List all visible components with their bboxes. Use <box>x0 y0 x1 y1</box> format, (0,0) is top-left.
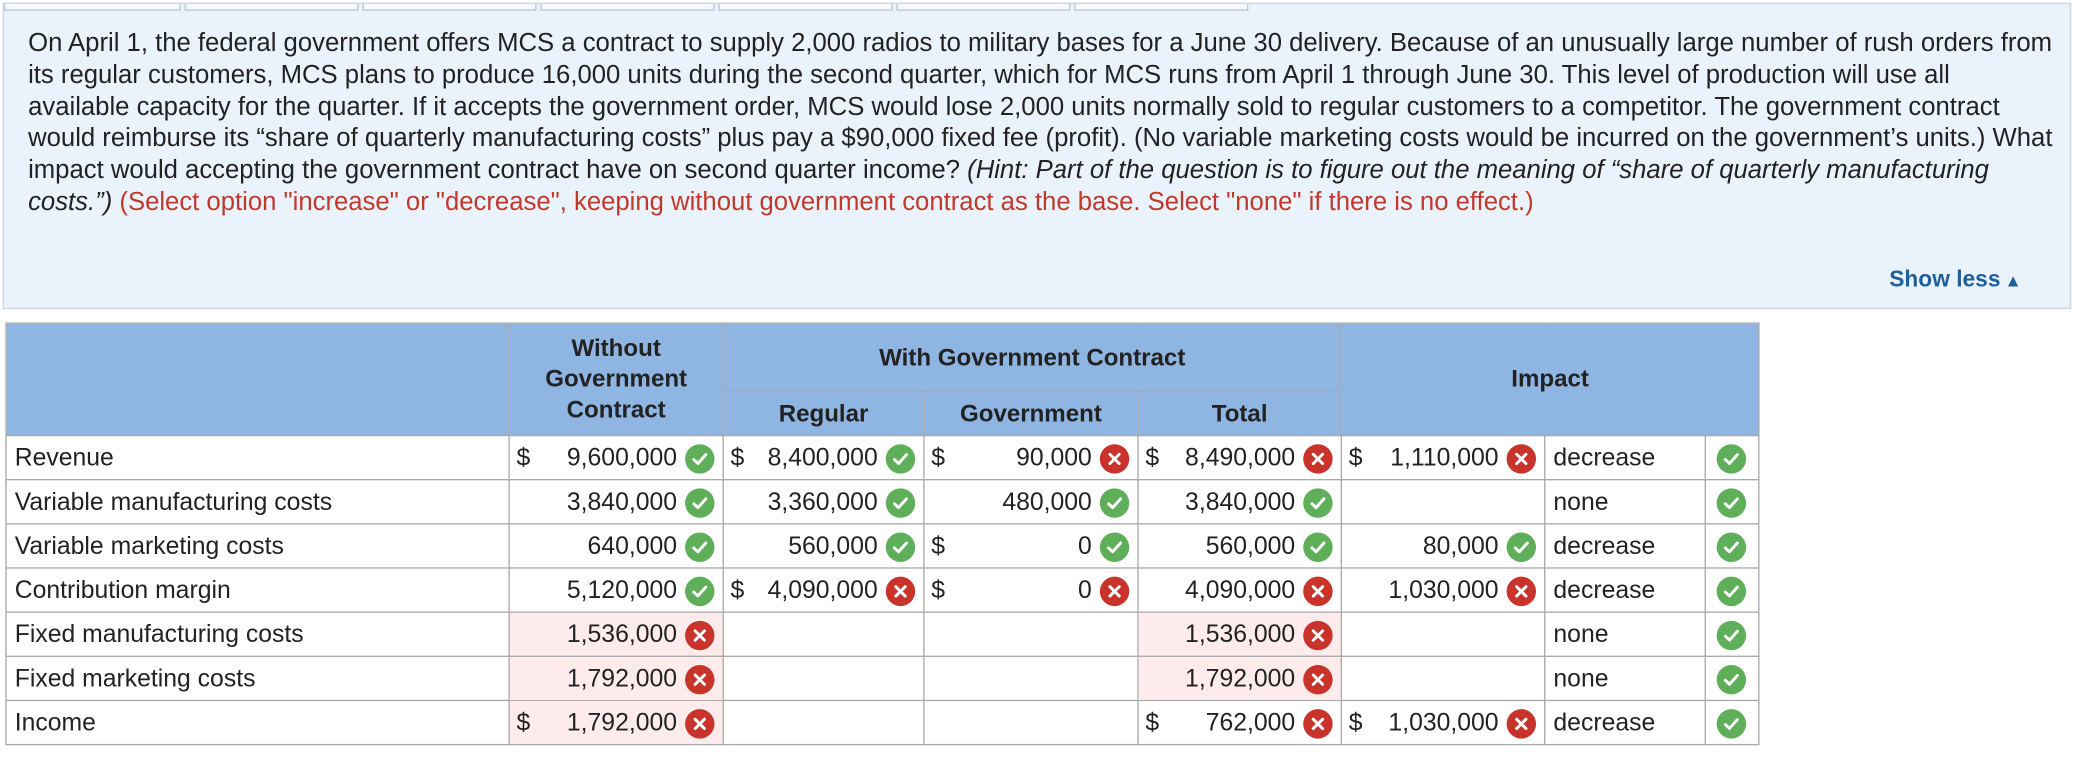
cell-total[interactable] <box>1138 656 1341 700</box>
direction-status <box>1705 436 1759 480</box>
row-label: Variable manufacturing costs <box>6 480 509 524</box>
row-label: Revenue <box>6 436 509 480</box>
cell-value: 1,792,000 <box>1185 663 1296 692</box>
cross-icon <box>1100 577 1129 606</box>
cross-icon <box>1303 621 1332 650</box>
header-label-column <box>6 323 509 435</box>
check-icon <box>1303 488 1332 517</box>
question-hint: (Hint: Part of the question is to figure out the meaning of “share of quarterly manufacturing costs.”) <box>28 156 1989 217</box>
direction-status <box>1705 612 1759 656</box>
cross-icon <box>685 621 714 650</box>
cell-impact <box>1341 612 1544 656</box>
cell-regular[interactable] <box>723 480 924 524</box>
cell-impact <box>1341 656 1544 700</box>
cell-without-contract[interactable] <box>509 480 723 524</box>
impact-direction-select[interactable] <box>1545 656 1706 700</box>
cell-total[interactable] <box>1138 568 1341 612</box>
check-icon <box>886 533 915 562</box>
cell-government[interactable] <box>924 436 1138 480</box>
table-row <box>6 700 1759 744</box>
check-icon <box>1717 665 1746 694</box>
cell-value: 0 <box>1078 575 1092 604</box>
cell-impact[interactable] <box>1341 436 1544 480</box>
cell-regular[interactable] <box>723 436 924 480</box>
check-icon <box>685 488 714 517</box>
check-icon <box>1717 709 1746 738</box>
dollar-sign: $ <box>1145 707 1160 736</box>
cell-value: 1,110,000 <box>1390 442 1499 471</box>
header-government: Government <box>924 391 1138 435</box>
check-icon <box>685 533 714 562</box>
row-label: Contribution margin <box>6 568 509 612</box>
dollar-sign: $ <box>1348 442 1363 471</box>
cell-total[interactable] <box>1138 524 1341 568</box>
cell-value: 3,360,000 <box>767 487 878 516</box>
triangle-up-icon: ▲ <box>2004 270 2022 291</box>
cell-without-contract[interactable] <box>509 568 723 612</box>
cell-value: 4,090,000 <box>767 575 878 604</box>
cell-without-contract[interactable] <box>509 656 723 700</box>
cell-value: 1,536,000 <box>566 619 678 648</box>
check-icon <box>685 577 714 606</box>
cell-regular <box>723 656 924 700</box>
cell-impact[interactable] <box>1341 700 1544 744</box>
cell-value: 3,840,000 <box>566 487 678 516</box>
cell-value: 1,536,000 <box>1185 619 1296 648</box>
cell-value: 762,000 <box>1205 707 1296 736</box>
cell-total[interactable] <box>1138 612 1341 656</box>
cross-icon <box>1303 665 1332 694</box>
cell-value: 1,030,000 <box>1388 707 1499 736</box>
cell-value: 80,000 <box>1422 531 1499 560</box>
header-impact: Impact <box>1341 323 1758 435</box>
show-less-label: Show less <box>1889 266 2001 292</box>
cell-value: 480,000 <box>1002 487 1092 516</box>
cell-government[interactable] <box>924 568 1138 612</box>
cross-icon <box>1303 709 1332 738</box>
cell-regular <box>723 700 924 744</box>
cross-icon <box>1100 444 1129 473</box>
direction-status <box>1705 700 1759 744</box>
cell-value: 8,400,000 <box>767 442 878 471</box>
cell-total[interactable] <box>1138 480 1341 524</box>
table-row <box>6 612 1759 656</box>
table-row <box>6 524 1759 568</box>
check-icon <box>1100 488 1129 517</box>
header-regular: Regular <box>723 391 924 435</box>
cell-government <box>924 700 1138 744</box>
check-icon <box>1717 444 1746 473</box>
check-icon <box>886 444 915 473</box>
impact-direction-value: none <box>1553 619 1609 648</box>
cell-regular[interactable] <box>723 568 924 612</box>
cell-government <box>924 656 1138 700</box>
row-label: Income <box>6 700 509 744</box>
dollar-sign: $ <box>1145 442 1160 471</box>
cell-value: 1,792,000 <box>566 663 678 692</box>
impact-direction-value: none <box>1553 663 1609 692</box>
cell-government <box>924 612 1138 656</box>
cell-value: 90,000 <box>1016 442 1092 471</box>
dollar-sign: $ <box>730 442 745 471</box>
cell-without-contract[interactable] <box>509 436 723 480</box>
question-body: On April 1, the federal government offers MCS a contract to supply 2,000 radios to military bases for a June 30 delivery. Because of an unusually large number of rush orders from its regular customers, MCS plans to produce 16,000 units during the second quarter, which for MCS runs from April 1 through June 30. This level of production will use all available capacity for the quarter. If it accepts the government order, MCS would lose 2,000 units normally sold to regular customers to a competitor. The government contract would reimburse its “share of quarterly manufacturing costs” plus pay a $90,000 fixed fee (profit). (No variable marketing costs would be incurred on the government’s units.) What impact would accepting the government contract have on second quarter income? <box>28 29 2053 185</box>
impact-direction-select[interactable] <box>1545 436 1706 480</box>
impact-direction-value: decrease <box>1553 575 1656 604</box>
row-label: Fixed manufacturing costs <box>6 612 509 656</box>
table-row <box>6 480 1759 524</box>
cell-government[interactable] <box>924 524 1138 568</box>
direction-status <box>1705 524 1759 568</box>
header-with-contract: With Government Contract <box>723 323 1341 391</box>
row-label: Variable marketing costs <box>6 524 509 568</box>
dollar-sign: $ <box>730 575 745 604</box>
check-icon <box>886 488 915 517</box>
header-without-contract: Without Government Contract <box>509 323 723 435</box>
cell-value: 0 <box>1078 531 1092 560</box>
question-panel <box>3 3 2072 309</box>
cell-value: 4,090,000 <box>1185 575 1296 604</box>
dollar-sign: $ <box>1348 707 1363 736</box>
impact-direction-select[interactable] <box>1545 700 1706 744</box>
question-select-note: (Select option "increase" or "decrease", keeping without government contract as the base. Select "none" if there is no effect.) <box>112 188 1534 217</box>
show-less-link[interactable] <box>1889 266 2021 293</box>
cross-icon <box>1507 709 1536 738</box>
cell-value: 5,120,000 <box>566 575 678 604</box>
direction-status <box>1705 656 1759 700</box>
impact-direction-select[interactable] <box>1545 612 1706 656</box>
impact-direction-value: decrease <box>1553 531 1656 560</box>
cell-without-contract[interactable] <box>509 700 723 744</box>
cell-value: 3,840,000 <box>1185 487 1296 516</box>
impact-direction-select[interactable] <box>1545 568 1706 612</box>
table-row <box>6 568 1759 612</box>
cross-icon <box>1303 444 1332 473</box>
cell-value: 1,792,000 <box>566 707 678 736</box>
header-total: Total <box>1138 391 1341 435</box>
income-comparison-table <box>5 322 1759 745</box>
cell-value: 8,490,000 <box>1185 442 1296 471</box>
cell-impact <box>1341 480 1544 524</box>
impact-direction-value: none <box>1553 487 1609 516</box>
check-icon <box>685 444 714 473</box>
check-icon <box>1100 533 1129 562</box>
impact-direction-value: decrease <box>1553 707 1656 736</box>
impact-direction-value: decrease <box>1553 442 1656 471</box>
cell-value: 1,030,000 <box>1388 575 1499 604</box>
table-row <box>6 656 1759 700</box>
question-text <box>28 28 2055 219</box>
table-row <box>6 436 1759 480</box>
impact-direction-select[interactable] <box>1545 480 1706 524</box>
cell-government[interactable] <box>924 480 1138 524</box>
cell-impact[interactable] <box>1341 524 1544 568</box>
dollar-sign: $ <box>516 707 531 736</box>
cross-icon <box>1507 444 1536 473</box>
cross-icon <box>1507 577 1536 606</box>
cell-total[interactable] <box>1138 700 1341 744</box>
check-icon <box>1717 577 1746 606</box>
dollar-sign: $ <box>931 442 946 471</box>
cross-icon <box>1303 577 1332 606</box>
direction-status <box>1705 568 1759 612</box>
tab-strip <box>4 4 2070 11</box>
check-icon <box>1717 621 1746 650</box>
dollar-sign: $ <box>931 575 946 604</box>
check-icon <box>1717 488 1746 517</box>
cross-icon <box>685 665 714 694</box>
cell-value: 640,000 <box>587 531 678 560</box>
cross-icon <box>685 709 714 738</box>
check-icon <box>1507 533 1536 562</box>
cell-value: 9,600,000 <box>566 442 678 471</box>
cell-without-contract[interactable] <box>509 524 723 568</box>
cell-value: 560,000 <box>1205 531 1296 560</box>
check-icon <box>1717 533 1746 562</box>
dollar-sign: $ <box>516 442 531 471</box>
cell-impact[interactable] <box>1341 568 1544 612</box>
cell-regular[interactable] <box>723 524 924 568</box>
impact-direction-select[interactable] <box>1545 524 1706 568</box>
check-icon <box>1303 533 1332 562</box>
dollar-sign: $ <box>931 531 946 560</box>
direction-status <box>1705 480 1759 524</box>
cell-value: 560,000 <box>788 531 878 560</box>
cell-regular <box>723 612 924 656</box>
row-label: Fixed marketing costs <box>6 656 509 700</box>
cell-without-contract[interactable] <box>509 612 723 656</box>
cell-total[interactable] <box>1138 436 1341 480</box>
cross-icon <box>886 577 915 606</box>
